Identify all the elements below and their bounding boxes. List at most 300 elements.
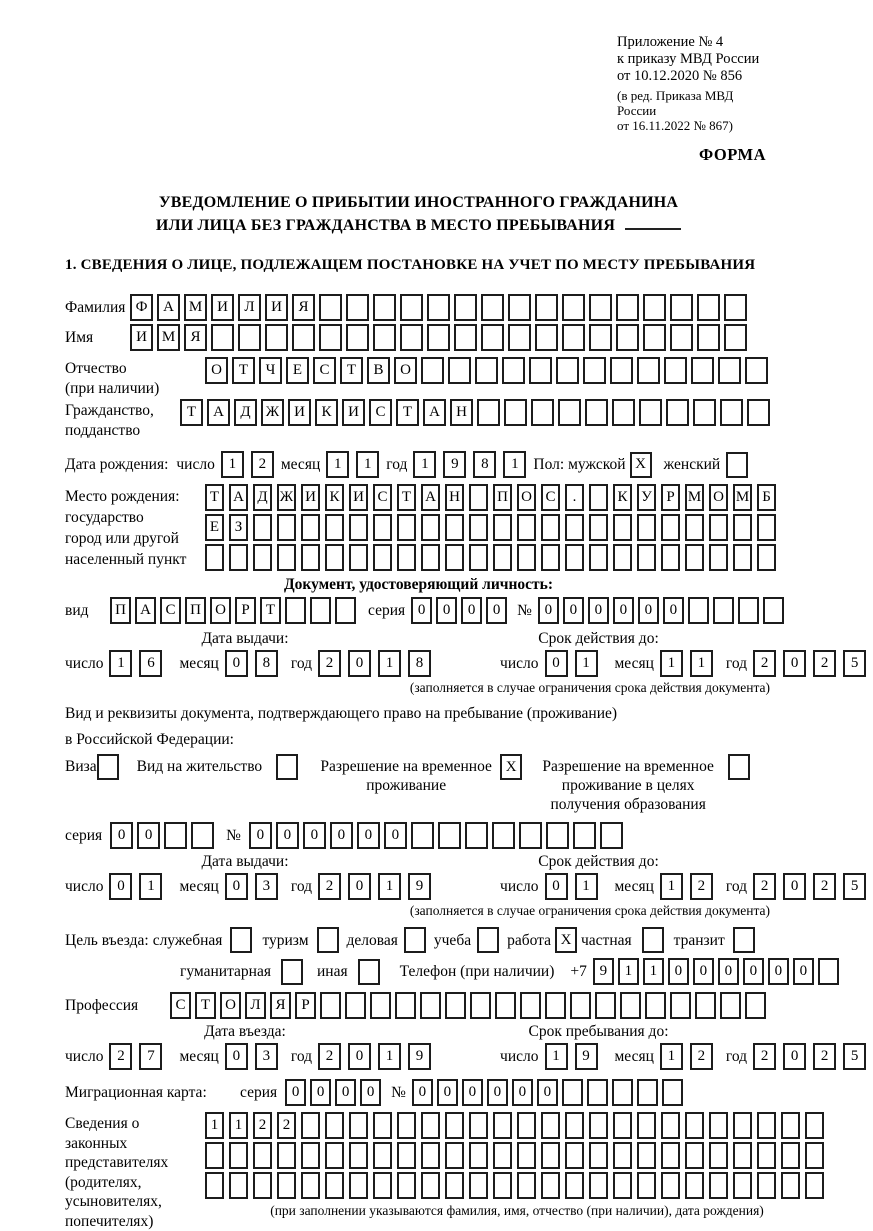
char-cell[interactable] — [395, 992, 416, 1019]
char-cell[interactable] — [469, 514, 488, 541]
char-cell[interactable] — [325, 544, 344, 571]
checkbox-humanitarian[interactable] — [281, 959, 303, 985]
char-cell[interactable] — [733, 514, 752, 541]
char-cell[interactable]: О — [220, 992, 241, 1019]
char-cell[interactable] — [613, 1172, 632, 1199]
char-cell[interactable]: Е — [205, 514, 224, 541]
char-cell[interactable] — [613, 1142, 632, 1169]
char-cell[interactable] — [191, 822, 214, 849]
char-cell[interactable] — [373, 514, 392, 541]
char-cell[interactable] — [612, 399, 635, 426]
char-cell[interactable] — [661, 1172, 680, 1199]
char-cell[interactable] — [493, 544, 512, 571]
char-cell[interactable]: Ж — [277, 484, 296, 511]
char-cell[interactable]: А — [135, 597, 156, 624]
char-cell[interactable] — [562, 1079, 583, 1106]
char-cell[interactable]: Р — [235, 597, 256, 624]
char-cell[interactable] — [205, 1142, 224, 1169]
char-cell[interactable] — [757, 1112, 776, 1139]
char-cell[interactable] — [718, 357, 741, 384]
checkbox-transit[interactable] — [733, 927, 755, 953]
char-cell[interactable]: И — [211, 294, 234, 321]
char-cell[interactable] — [475, 357, 498, 384]
char-cell[interactable] — [292, 324, 315, 351]
char-cell[interactable]: П — [185, 597, 206, 624]
char-cell[interactable] — [502, 357, 525, 384]
char-cell[interactable]: 0 — [588, 597, 609, 624]
char-cell[interactable]: Б — [757, 484, 776, 511]
char-cell[interactable]: 1 — [378, 650, 401, 677]
char-cell[interactable]: 0 — [225, 1043, 248, 1070]
char-cell[interactable]: С — [313, 357, 336, 384]
char-cell[interactable] — [445, 1142, 464, 1169]
char-cell[interactable] — [637, 1142, 656, 1169]
char-cell[interactable]: И — [130, 324, 153, 351]
char-cell[interactable] — [520, 992, 541, 1019]
char-cell[interactable] — [373, 1172, 392, 1199]
char-cell[interactable] — [637, 1079, 658, 1106]
char-cell[interactable]: Я — [184, 324, 207, 351]
char-cell[interactable] — [600, 822, 623, 849]
char-cell[interactable] — [301, 514, 320, 541]
char-cell[interactable] — [757, 514, 776, 541]
char-cell[interactable]: 2 — [753, 1043, 776, 1070]
char-cell[interactable]: М — [685, 484, 704, 511]
char-cell[interactable] — [546, 822, 569, 849]
char-cell[interactable]: Ч — [259, 357, 282, 384]
checkbox-male[interactable]: X — [630, 452, 652, 478]
char-cell[interactable]: Д — [234, 399, 257, 426]
char-cell[interactable]: 5 — [843, 650, 866, 677]
char-cell[interactable]: О — [709, 484, 728, 511]
char-cell[interactable]: П — [493, 484, 512, 511]
char-cell[interactable] — [492, 822, 515, 849]
char-cell[interactable]: 6 — [139, 650, 162, 677]
char-cell[interactable]: 0 — [411, 597, 432, 624]
char-cell[interactable] — [643, 324, 666, 351]
char-cell[interactable]: 0 — [537, 1079, 558, 1106]
char-cell[interactable]: 0 — [563, 597, 584, 624]
char-cell[interactable] — [637, 544, 656, 571]
char-cell[interactable] — [493, 1142, 512, 1169]
char-cell[interactable] — [517, 1172, 536, 1199]
char-cell[interactable]: 0 — [743, 958, 764, 985]
char-cell[interactable]: 0 — [793, 958, 814, 985]
char-cell[interactable] — [421, 357, 444, 384]
char-cell[interactable] — [565, 514, 584, 541]
char-cell[interactable]: Т — [260, 597, 281, 624]
char-cell[interactable] — [238, 324, 261, 351]
char-cell[interactable]: И — [342, 399, 365, 426]
char-cell[interactable]: 0 — [462, 1079, 483, 1106]
char-cell[interactable] — [747, 399, 770, 426]
char-cell[interactable] — [541, 514, 560, 541]
char-cell[interactable]: И — [301, 484, 320, 511]
char-cell[interactable] — [493, 514, 512, 541]
char-cell[interactable] — [733, 1172, 752, 1199]
char-cell[interactable]: О — [205, 357, 228, 384]
char-cell[interactable] — [529, 357, 552, 384]
char-cell[interactable]: 0 — [538, 597, 559, 624]
char-cell[interactable]: 1 — [229, 1112, 248, 1139]
char-cell[interactable] — [757, 1172, 776, 1199]
char-cell[interactable] — [637, 1172, 656, 1199]
char-cell[interactable] — [733, 1142, 752, 1169]
char-cell[interactable] — [745, 992, 766, 1019]
char-cell[interactable]: 0 — [249, 822, 272, 849]
char-cell[interactable]: 0 — [137, 822, 160, 849]
char-cell[interactable]: Т — [195, 992, 216, 1019]
char-cell[interactable]: 1 — [690, 650, 713, 677]
checkbox-temp-residence-edu[interactable] — [728, 754, 750, 780]
char-cell[interactable]: Н — [450, 399, 473, 426]
char-cell[interactable] — [373, 544, 392, 571]
char-cell[interactable] — [616, 294, 639, 321]
char-cell[interactable]: 0 — [783, 1043, 806, 1070]
checkbox-female[interactable] — [726, 452, 748, 478]
char-cell[interactable]: Т — [180, 399, 203, 426]
char-cell[interactable]: 1 — [378, 873, 401, 900]
char-cell[interactable]: И — [288, 399, 311, 426]
char-cell[interactable] — [301, 544, 320, 571]
char-cell[interactable] — [639, 399, 662, 426]
char-cell[interactable]: К — [315, 399, 338, 426]
char-cell[interactable] — [517, 1142, 536, 1169]
char-cell[interactable] — [517, 514, 536, 541]
char-cell[interactable]: 3 — [255, 1043, 278, 1070]
char-cell[interactable] — [445, 1172, 464, 1199]
char-cell[interactable]: Е — [286, 357, 309, 384]
char-cell[interactable] — [211, 324, 234, 351]
char-cell[interactable] — [277, 1172, 296, 1199]
char-cell[interactable] — [661, 514, 680, 541]
char-cell[interactable] — [205, 544, 224, 571]
char-cell[interactable] — [504, 399, 527, 426]
char-cell[interactable] — [427, 324, 450, 351]
checkbox-residence-permit[interactable] — [276, 754, 298, 780]
char-cell[interactable] — [481, 324, 504, 351]
char-cell[interactable] — [688, 597, 709, 624]
char-cell[interactable]: Л — [238, 294, 261, 321]
char-cell[interactable] — [562, 324, 585, 351]
char-cell[interactable]: 1 — [575, 873, 598, 900]
char-cell[interactable] — [697, 294, 720, 321]
char-cell[interactable] — [325, 1142, 344, 1169]
char-cell[interactable] — [613, 514, 632, 541]
char-cell[interactable] — [373, 294, 396, 321]
char-cell[interactable]: 2 — [318, 650, 341, 677]
char-cell[interactable]: М — [733, 484, 752, 511]
char-cell[interactable]: 9 — [408, 873, 431, 900]
char-cell[interactable] — [713, 597, 734, 624]
char-cell[interactable] — [349, 514, 368, 541]
char-cell[interactable]: 0 — [348, 650, 371, 677]
char-cell[interactable] — [733, 544, 752, 571]
char-cell[interactable] — [666, 399, 689, 426]
char-cell[interactable] — [637, 1112, 656, 1139]
char-cell[interactable]: О — [210, 597, 231, 624]
char-cell[interactable] — [685, 1142, 704, 1169]
char-cell[interactable] — [531, 399, 554, 426]
char-cell[interactable] — [320, 992, 341, 1019]
char-cell[interactable]: 0 — [276, 822, 299, 849]
char-cell[interactable] — [720, 992, 741, 1019]
char-cell[interactable]: А — [423, 399, 446, 426]
char-cell[interactable]: А — [421, 484, 440, 511]
char-cell[interactable] — [465, 822, 488, 849]
char-cell[interactable]: С — [369, 399, 392, 426]
char-cell[interactable] — [469, 1112, 488, 1139]
char-cell[interactable] — [519, 822, 542, 849]
char-cell[interactable] — [565, 1112, 584, 1139]
char-cell[interactable]: 1 — [660, 650, 683, 677]
char-cell[interactable] — [411, 822, 434, 849]
char-cell[interactable] — [373, 1142, 392, 1169]
char-cell[interactable] — [469, 1142, 488, 1169]
char-cell[interactable] — [589, 1112, 608, 1139]
char-cell[interactable]: 0 — [384, 822, 407, 849]
char-cell[interactable] — [477, 399, 500, 426]
title-blank-line[interactable] — [625, 214, 681, 230]
char-cell[interactable] — [757, 544, 776, 571]
char-cell[interactable] — [662, 1079, 683, 1106]
char-cell[interactable] — [319, 294, 342, 321]
char-cell[interactable]: О — [394, 357, 417, 384]
char-cell[interactable] — [481, 294, 504, 321]
char-cell[interactable] — [445, 544, 464, 571]
char-cell[interactable] — [541, 1172, 560, 1199]
char-cell[interactable] — [781, 1172, 800, 1199]
char-cell[interactable]: 1 — [326, 451, 349, 478]
char-cell[interactable] — [400, 294, 423, 321]
char-cell[interactable]: 0 — [783, 873, 806, 900]
char-cell[interactable]: 2 — [690, 1043, 713, 1070]
char-cell[interactable] — [709, 1172, 728, 1199]
char-cell[interactable] — [685, 1172, 704, 1199]
char-cell[interactable] — [697, 324, 720, 351]
char-cell[interactable]: С — [541, 484, 560, 511]
char-cell[interactable]: 1 — [503, 451, 526, 478]
char-cell[interactable] — [589, 544, 608, 571]
char-cell[interactable]: 2 — [753, 873, 776, 900]
char-cell[interactable]: К — [325, 484, 344, 511]
char-cell[interactable] — [421, 1172, 440, 1199]
char-cell[interactable]: 8 — [408, 650, 431, 677]
char-cell[interactable] — [589, 324, 612, 351]
char-cell[interactable] — [517, 1112, 536, 1139]
char-cell[interactable]: С — [160, 597, 181, 624]
checkbox-other[interactable] — [358, 959, 380, 985]
char-cell[interactable]: 2 — [277, 1112, 296, 1139]
char-cell[interactable]: 1 — [660, 873, 683, 900]
char-cell[interactable]: 2 — [690, 873, 713, 900]
char-cell[interactable] — [285, 597, 306, 624]
char-cell[interactable] — [301, 1112, 320, 1139]
char-cell[interactable] — [709, 514, 728, 541]
char-cell[interactable]: Л — [245, 992, 266, 1019]
char-cell[interactable] — [373, 1112, 392, 1139]
char-cell[interactable]: Т — [397, 484, 416, 511]
char-cell[interactable] — [454, 324, 477, 351]
char-cell[interactable] — [805, 1172, 824, 1199]
char-cell[interactable]: 1 — [660, 1043, 683, 1070]
char-cell[interactable] — [670, 992, 691, 1019]
char-cell[interactable]: 0 — [718, 958, 739, 985]
char-cell[interactable]: 0 — [357, 822, 380, 849]
char-cell[interactable]: 0 — [486, 597, 507, 624]
char-cell[interactable] — [691, 357, 714, 384]
char-cell[interactable]: А — [157, 294, 180, 321]
char-cell[interactable] — [427, 294, 450, 321]
char-cell[interactable]: 2 — [813, 873, 836, 900]
char-cell[interactable]: 1 — [378, 1043, 401, 1070]
checkbox-work[interactable]: X — [555, 927, 577, 953]
char-cell[interactable] — [508, 324, 531, 351]
char-cell[interactable] — [670, 294, 693, 321]
char-cell[interactable]: 7 — [139, 1043, 162, 1070]
char-cell[interactable] — [685, 514, 704, 541]
char-cell[interactable]: М — [184, 294, 207, 321]
char-cell[interactable] — [301, 1172, 320, 1199]
char-cell[interactable]: С — [373, 484, 392, 511]
char-cell[interactable] — [589, 484, 608, 511]
char-cell[interactable] — [397, 1142, 416, 1169]
char-cell[interactable]: А — [229, 484, 248, 511]
char-cell[interactable] — [541, 1112, 560, 1139]
char-cell[interactable] — [325, 1112, 344, 1139]
char-cell[interactable]: 9 — [408, 1043, 431, 1070]
char-cell[interactable] — [397, 514, 416, 541]
char-cell[interactable] — [720, 399, 743, 426]
char-cell[interactable] — [562, 294, 585, 321]
checkbox-visa[interactable] — [97, 754, 119, 780]
char-cell[interactable]: Я — [270, 992, 291, 1019]
char-cell[interactable] — [205, 1172, 224, 1199]
char-cell[interactable]: 0 — [335, 1079, 356, 1106]
char-cell[interactable] — [738, 597, 759, 624]
char-cell[interactable] — [445, 514, 464, 541]
char-cell[interactable]: 2 — [251, 451, 274, 478]
char-cell[interactable]: 3 — [255, 873, 278, 900]
char-cell[interactable] — [637, 514, 656, 541]
char-cell[interactable] — [685, 544, 704, 571]
checkbox-study[interactable] — [477, 927, 499, 953]
char-cell[interactable]: 2 — [753, 650, 776, 677]
char-cell[interactable]: 1 — [575, 650, 598, 677]
char-cell[interactable] — [541, 544, 560, 571]
char-cell[interactable] — [421, 1112, 440, 1139]
checkbox-private[interactable] — [642, 927, 664, 953]
char-cell[interactable]: 9 — [593, 958, 614, 985]
char-cell[interactable] — [781, 1112, 800, 1139]
char-cell[interactable]: 0 — [638, 597, 659, 624]
char-cell[interactable]: 5 — [843, 1043, 866, 1070]
char-cell[interactable]: В — [367, 357, 390, 384]
char-cell[interactable]: 0 — [545, 873, 568, 900]
char-cell[interactable] — [570, 992, 591, 1019]
char-cell[interactable]: 0 — [348, 873, 371, 900]
char-cell[interactable] — [709, 544, 728, 571]
char-cell[interactable]: 0 — [668, 958, 689, 985]
char-cell[interactable] — [565, 544, 584, 571]
char-cell[interactable] — [583, 357, 606, 384]
char-cell[interactable] — [585, 399, 608, 426]
char-cell[interactable]: 2 — [813, 650, 836, 677]
char-cell[interactable] — [345, 992, 366, 1019]
char-cell[interactable]: 0 — [613, 597, 634, 624]
checkbox-tourism[interactable] — [317, 927, 339, 953]
char-cell[interactable]: П — [110, 597, 131, 624]
char-cell[interactable]: 0 — [360, 1079, 381, 1106]
char-cell[interactable] — [253, 1172, 272, 1199]
char-cell[interactable]: 0 — [461, 597, 482, 624]
char-cell[interactable]: 0 — [663, 597, 684, 624]
char-cell[interactable]: 0 — [110, 822, 133, 849]
char-cell[interactable]: Ж — [261, 399, 284, 426]
char-cell[interactable] — [781, 1142, 800, 1169]
checkbox-temp-residence[interactable]: X — [500, 754, 522, 780]
char-cell[interactable]: 2 — [318, 1043, 341, 1070]
char-cell[interactable] — [565, 1142, 584, 1169]
char-cell[interactable] — [724, 324, 747, 351]
char-cell[interactable] — [545, 992, 566, 1019]
char-cell[interactable] — [493, 1112, 512, 1139]
char-cell[interactable]: 2 — [109, 1043, 132, 1070]
char-cell[interactable]: 9 — [575, 1043, 598, 1070]
char-cell[interactable] — [277, 514, 296, 541]
char-cell[interactable] — [763, 597, 784, 624]
char-cell[interactable] — [595, 992, 616, 1019]
char-cell[interactable] — [620, 992, 641, 1019]
char-cell[interactable]: 0 — [545, 650, 568, 677]
char-cell[interactable] — [616, 324, 639, 351]
char-cell[interactable] — [470, 992, 491, 1019]
char-cell[interactable] — [733, 1112, 752, 1139]
char-cell[interactable] — [517, 544, 536, 571]
char-cell[interactable] — [469, 544, 488, 571]
char-cell[interactable]: 1 — [356, 451, 379, 478]
char-cell[interactable]: 8 — [255, 650, 278, 677]
char-cell[interactable]: Д — [253, 484, 272, 511]
char-cell[interactable] — [373, 324, 396, 351]
char-cell[interactable]: И — [349, 484, 368, 511]
char-cell[interactable] — [613, 544, 632, 571]
char-cell[interactable] — [346, 324, 369, 351]
char-cell[interactable] — [310, 597, 331, 624]
char-cell[interactable] — [589, 1172, 608, 1199]
char-cell[interactable] — [229, 544, 248, 571]
char-cell[interactable] — [670, 324, 693, 351]
char-cell[interactable]: 1 — [139, 873, 162, 900]
char-cell[interactable]: Р — [295, 992, 316, 1019]
char-cell[interactable] — [556, 357, 579, 384]
char-cell[interactable]: 1 — [643, 958, 664, 985]
checkbox-business[interactable] — [404, 927, 426, 953]
char-cell[interactable] — [661, 1112, 680, 1139]
char-cell[interactable] — [612, 1079, 633, 1106]
char-cell[interactable] — [400, 324, 423, 351]
char-cell[interactable] — [253, 544, 272, 571]
char-cell[interactable] — [587, 1079, 608, 1106]
char-cell[interactable] — [301, 1142, 320, 1169]
char-cell[interactable] — [445, 1112, 464, 1139]
char-cell[interactable] — [445, 992, 466, 1019]
char-cell[interactable]: 5 — [843, 873, 866, 900]
char-cell[interactable] — [589, 294, 612, 321]
char-cell[interactable] — [397, 544, 416, 571]
char-cell[interactable]: 0 — [437, 1079, 458, 1106]
char-cell[interactable] — [805, 1142, 824, 1169]
